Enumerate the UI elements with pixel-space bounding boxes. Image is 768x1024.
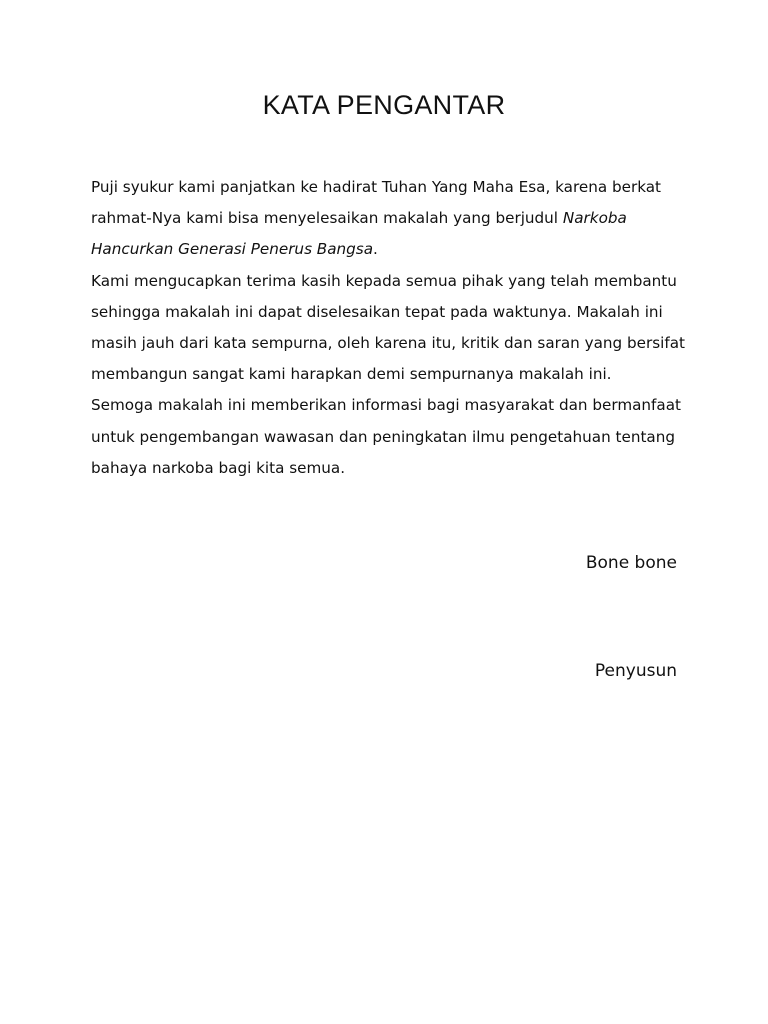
paper-title: Narkoba Hancurkan Generasi Penerus Bangsa (91, 209, 627, 259)
paragraph-thanks: Kami mengucapkan terima kasih kepada semua pihak yang telah membantu sehingga makalah ini dapat diselesaikan tepat pada waktunya. Makalah ini masih jauh dari kata sempurna, oleh karena itu, kritik dan saran yang bersifat membangun sangat kami harapkan demi sempurnanya makalah ini. (91, 271, 685, 384)
paragraph-hope: Semoga makalah ini memberikan informasi bagi masyarakat dan bermanfaat untuk pengembangan wawasan dan peningkatan ilmu pengetahuan tentang bahaya narkoba bagi kita semua. (91, 396, 681, 477)
paragraph-gratitude-lead: Puji syukur kami panjatkan ke hadirat Tuhan Yang Maha Esa, karena berkat rahmat-Nya kami bisa menyelesaikan makalah yang berjudul (91, 178, 661, 228)
body-text (91, 172, 691, 484)
author-signature: Penyusun (594, 661, 677, 681)
paragraph-gratitude (91, 172, 691, 266)
place-name: Bone bone (585, 553, 677, 573)
paragraph-gratitude-trail: . (373, 240, 378, 259)
page-title: KATA PENGANTAR (262, 90, 506, 120)
